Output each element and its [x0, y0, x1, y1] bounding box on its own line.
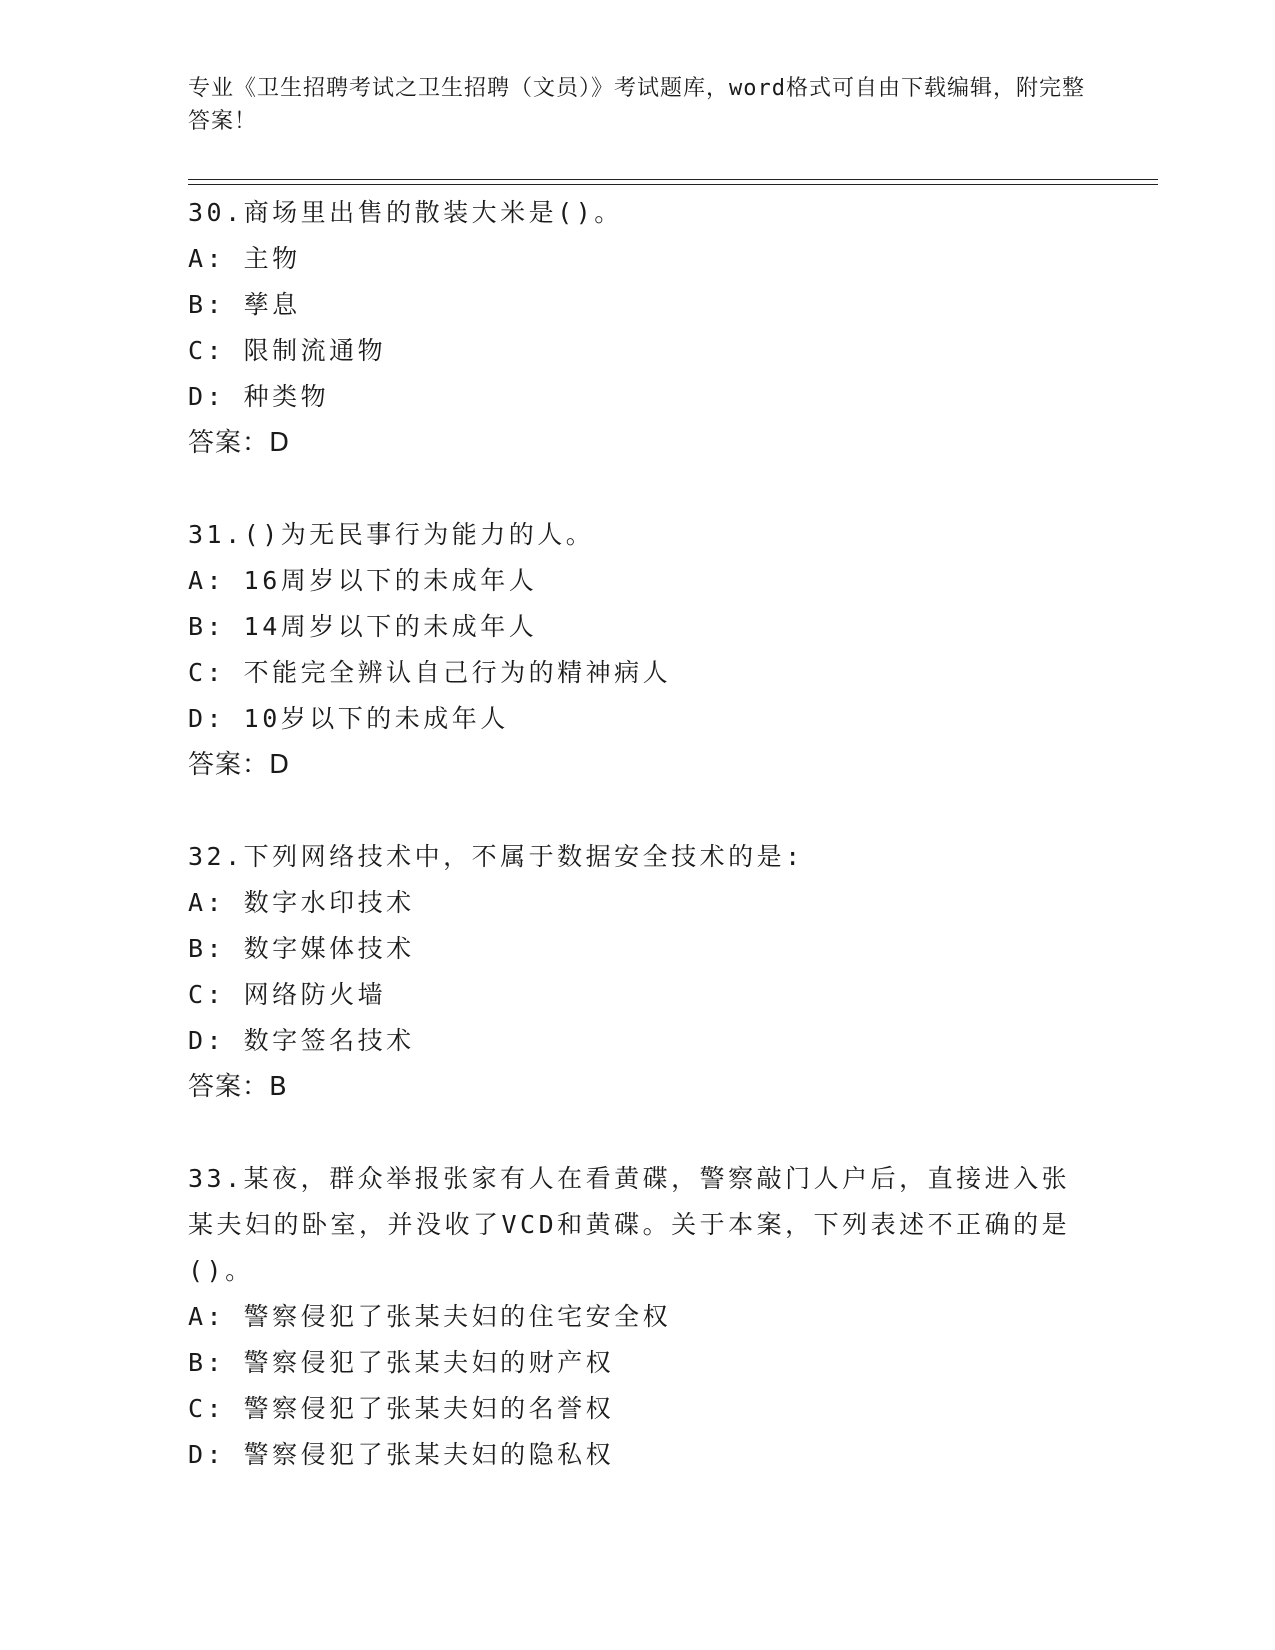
option-c: C: 网络防火墙 [188, 980, 387, 1009]
option-b: B: 数字媒体技术 [188, 934, 415, 963]
question-text: 30.商场里出售的散装大米是()。 [188, 198, 623, 227]
question-30 [188, 190, 1088, 466]
question-32 [188, 834, 1088, 1110]
option-c: C: 限制流通物 [188, 336, 387, 365]
option-b: B: 警察侵犯了张某夫妇的财产权 [188, 1348, 615, 1377]
option-c: C: 警察侵犯了张某夫妇的名誉权 [188, 1394, 615, 1423]
question-list [188, 190, 1088, 1478]
question-31 [188, 512, 1088, 788]
question-spacer [188, 1110, 1088, 1156]
answer-line: 答案：D [188, 750, 291, 780]
header-divider-bottom [188, 184, 1158, 185]
option-a: A: 主物 [188, 244, 301, 273]
question-33 [188, 1156, 1088, 1478]
option-d: D: 数字签名技术 [188, 1026, 415, 1055]
question-text: 33.某夜，群众举报张家有人在看黄碟，警察敲门人户后，直接进入张某夫妇的卧室，并没收了VCD和黄碟。关于本案，下列表述不正确的是()。 [188, 1164, 1071, 1285]
question-text: 32.下列网络技术中，不属于数据安全技术的是: [188, 842, 804, 871]
question-spacer [188, 466, 1088, 512]
question-text: 31.()为无民事行为能力的人。 [188, 520, 595, 549]
answer-line: 答案：B [188, 1072, 288, 1102]
document-header: 专业《卫生招聘考试之卫生招聘（文员）》考试题库，word格式可自由下载编辑，附完整答案！ [188, 76, 1085, 134]
option-a: A: 警察侵犯了张某夫妇的住宅安全权 [188, 1302, 672, 1331]
option-d: D: 警察侵犯了张某夫妇的隐私权 [188, 1440, 615, 1469]
option-b: B: 14周岁以下的未成年人 [188, 612, 538, 641]
answer-line: 答案：D [188, 428, 291, 458]
header-divider-top [188, 179, 1158, 180]
option-d: D: 10岁以下的未成年人 [188, 704, 509, 733]
option-d: D: 种类物 [188, 382, 330, 411]
option-a: A: 16周岁以下的未成年人 [188, 566, 538, 595]
option-b: B: 孳息 [188, 290, 301, 319]
option-c: C: 不能完全辨认自己行为的精神病人 [188, 658, 672, 687]
option-a: A: 数字水印技术 [188, 888, 415, 917]
question-spacer [188, 788, 1088, 834]
